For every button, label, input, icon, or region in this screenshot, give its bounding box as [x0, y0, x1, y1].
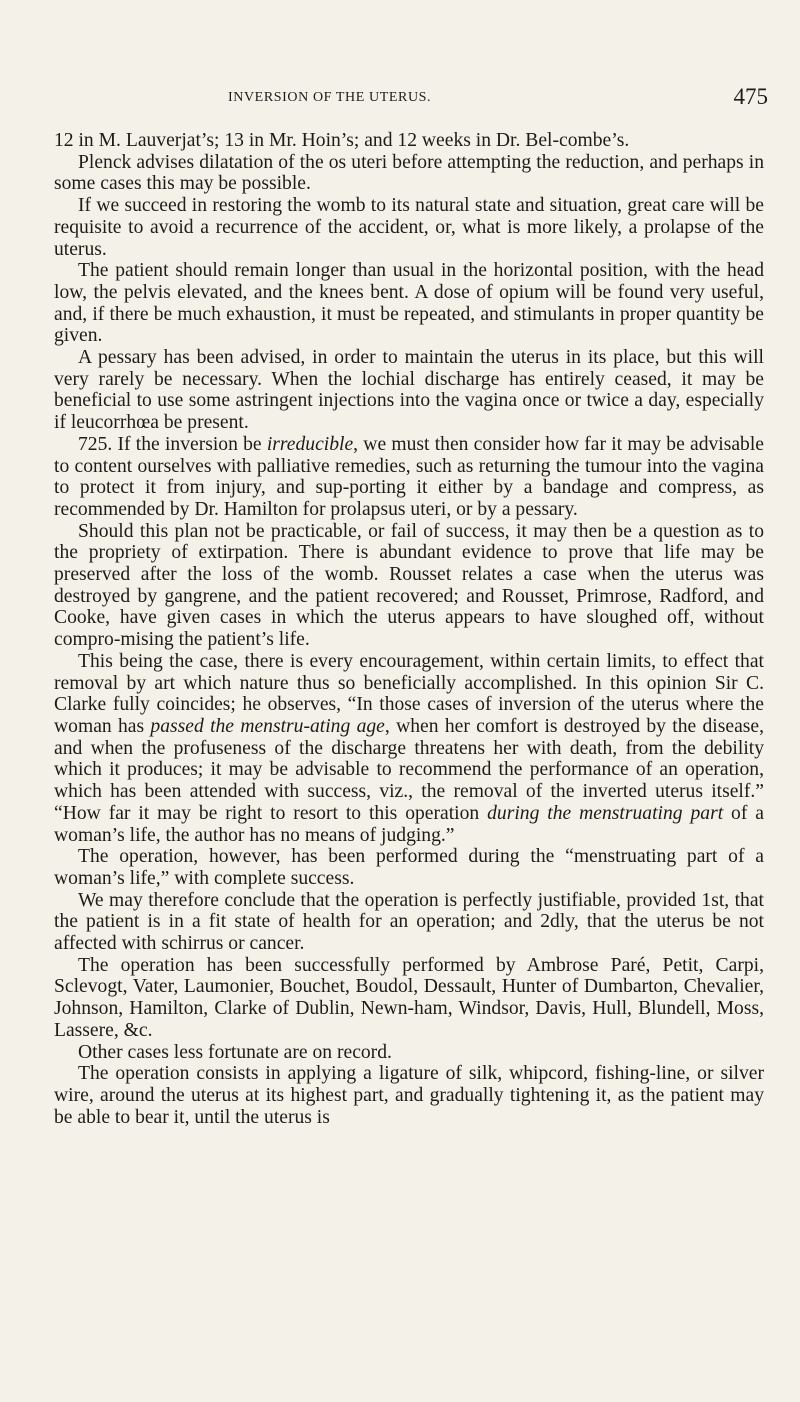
- page-body: [54, 130, 764, 1128]
- italic-term: passed the menstru-ating age: [150, 715, 385, 737]
- page-number: 475: [733, 84, 768, 109]
- text-run: We may therefore conclude that the operation is perfectly justifiable, provided 1st, that the patient is in a fit state of health for an operation; and 2dly, that the uterus be not affected with schirrus or cancer.: [54, 889, 764, 955]
- text-run: This being the case, there is every encouragement, within certain limits, to effect that removal by art which nature thus so beneficially accomplished. In this opinion Sir C. Clarke fully coincides; he observes, “In those cases of inversion of the uterus where the woman has: [54, 650, 764, 737]
- paragraph-continuation: [54, 130, 764, 152]
- text-run: of a woman’s life, the author has no means of judging.”: [54, 802, 764, 846]
- paragraph-surgeons: [54, 955, 764, 1042]
- text-run: A pessary has been advised, in order to maintain the uterus in its place, but this will very rarely be necessary. When the lochial discharge has entirely ceased, it may be beneficial to use some astringent injections into the vagina once or twice a day, especially if leucorrhœa be present.: [54, 347, 764, 434]
- paragraph-plenck: [54, 152, 764, 195]
- paragraph-ligature: [54, 1063, 764, 1128]
- text-run: The patient should remain longer than usual in the horizontal position, with the head low, the pelvis elevated, and the knees bent. A dose of opium will be found very useful, and, if there be much exhaustion, it must be repeated, and stimulants in proper quantity be given.: [54, 260, 764, 347]
- text-run: If we succeed in restoring the womb to its natural state and situation, great care will be requisite to avoid a recurrence of the accident, or, what is more likely, a prolapse of the uterus.: [54, 195, 764, 260]
- paragraph-clarke-quote: [54, 651, 764, 846]
- paragraph-extirpation: [54, 521, 764, 651]
- text-run: , when her comfort is destroyed by the disease, and when the profuseness of the discharge threatens her with death, from the debility which it produces; it may be advisable to recommend the performance of an operation, which has been attended with success, viz., the removal of the inverted uterus itself.” “How far it may be right to resort to this operation: [54, 715, 764, 824]
- paragraph-conclusion: [54, 890, 764, 955]
- text-run: The operation consists in applying a ligature of silk, whipcord, fishing-line, or silver wire, around the uterus at its highest part, and gradually tightening it, as the patient may be able to bear it, until the uterus is: [54, 1063, 764, 1128]
- text-run: The operation has been successfully performed by Ambrose Paré, Petit, Carpi, Sclevogt, Vater, Laumonier, Bouchet, Boudol, Dessault, Hunter of Dumbarton, Chevalier, Johnson, Hamilton, Clarke of Dublin, Newn-ham, Windsor, Davis, Hull, Blundell, Moss, Lassere, &c.: [54, 954, 764, 1041]
- paragraph-pessary: [54, 347, 764, 434]
- paragraph-patient-position: [54, 260, 764, 347]
- italic-term: during the menstruating part: [487, 802, 724, 824]
- italic-term: irreducible: [266, 433, 354, 455]
- text-run: Other cases less fortunate are on record.: [78, 1041, 392, 1063]
- text-run: The operation, however, has been performed during the “menstruating part of a woman’s life,” with complete success.: [54, 846, 764, 889]
- page-header: [228, 84, 768, 114]
- running-head: INVERSION OF THE UTERUS.: [228, 90, 432, 105]
- text-run: 12 in M. Lauverjat’s; 13 in Mr. Hoin’s; and 12 weeks in Dr. Bel-combe’s.: [54, 130, 630, 151]
- text-run: 725. If the inversion be: [78, 433, 267, 455]
- text-run: Plenck advises dilatation of the os uteri before attempting the reduction, and perhaps in some cases this may be possible.: [54, 151, 764, 195]
- paragraph-operation-performed: [54, 846, 764, 889]
- text-run: Should this plan not be practicable, or fail of success, it may then be a question as to the propriety of extirpation. There is abundant evidence to prove that life may be preserved after the loss of the womb. Rousset relates a case when the uterus was destroyed by gangrene, and the patient recovered; and Rousset, Primrose, Radford, and Cooke, have given cases in which the uterus appears to have sloughed off, without compro-mising the patient’s life.: [54, 520, 764, 651]
- paragraph-725-irreducible: [54, 434, 764, 521]
- text-run: , we must then consider how far it may be advisable to content ourselves with palliative remedies, such as returning the tumour into the vagina to protect it from injury, and sup-porting it either by a bandage and compress, as recommended by Dr. Hamilton for prolapsus uteri, or by a pessary.: [54, 433, 764, 520]
- paragraph-restoring: [54, 195, 764, 260]
- paragraph-other-cases: [54, 1042, 764, 1064]
